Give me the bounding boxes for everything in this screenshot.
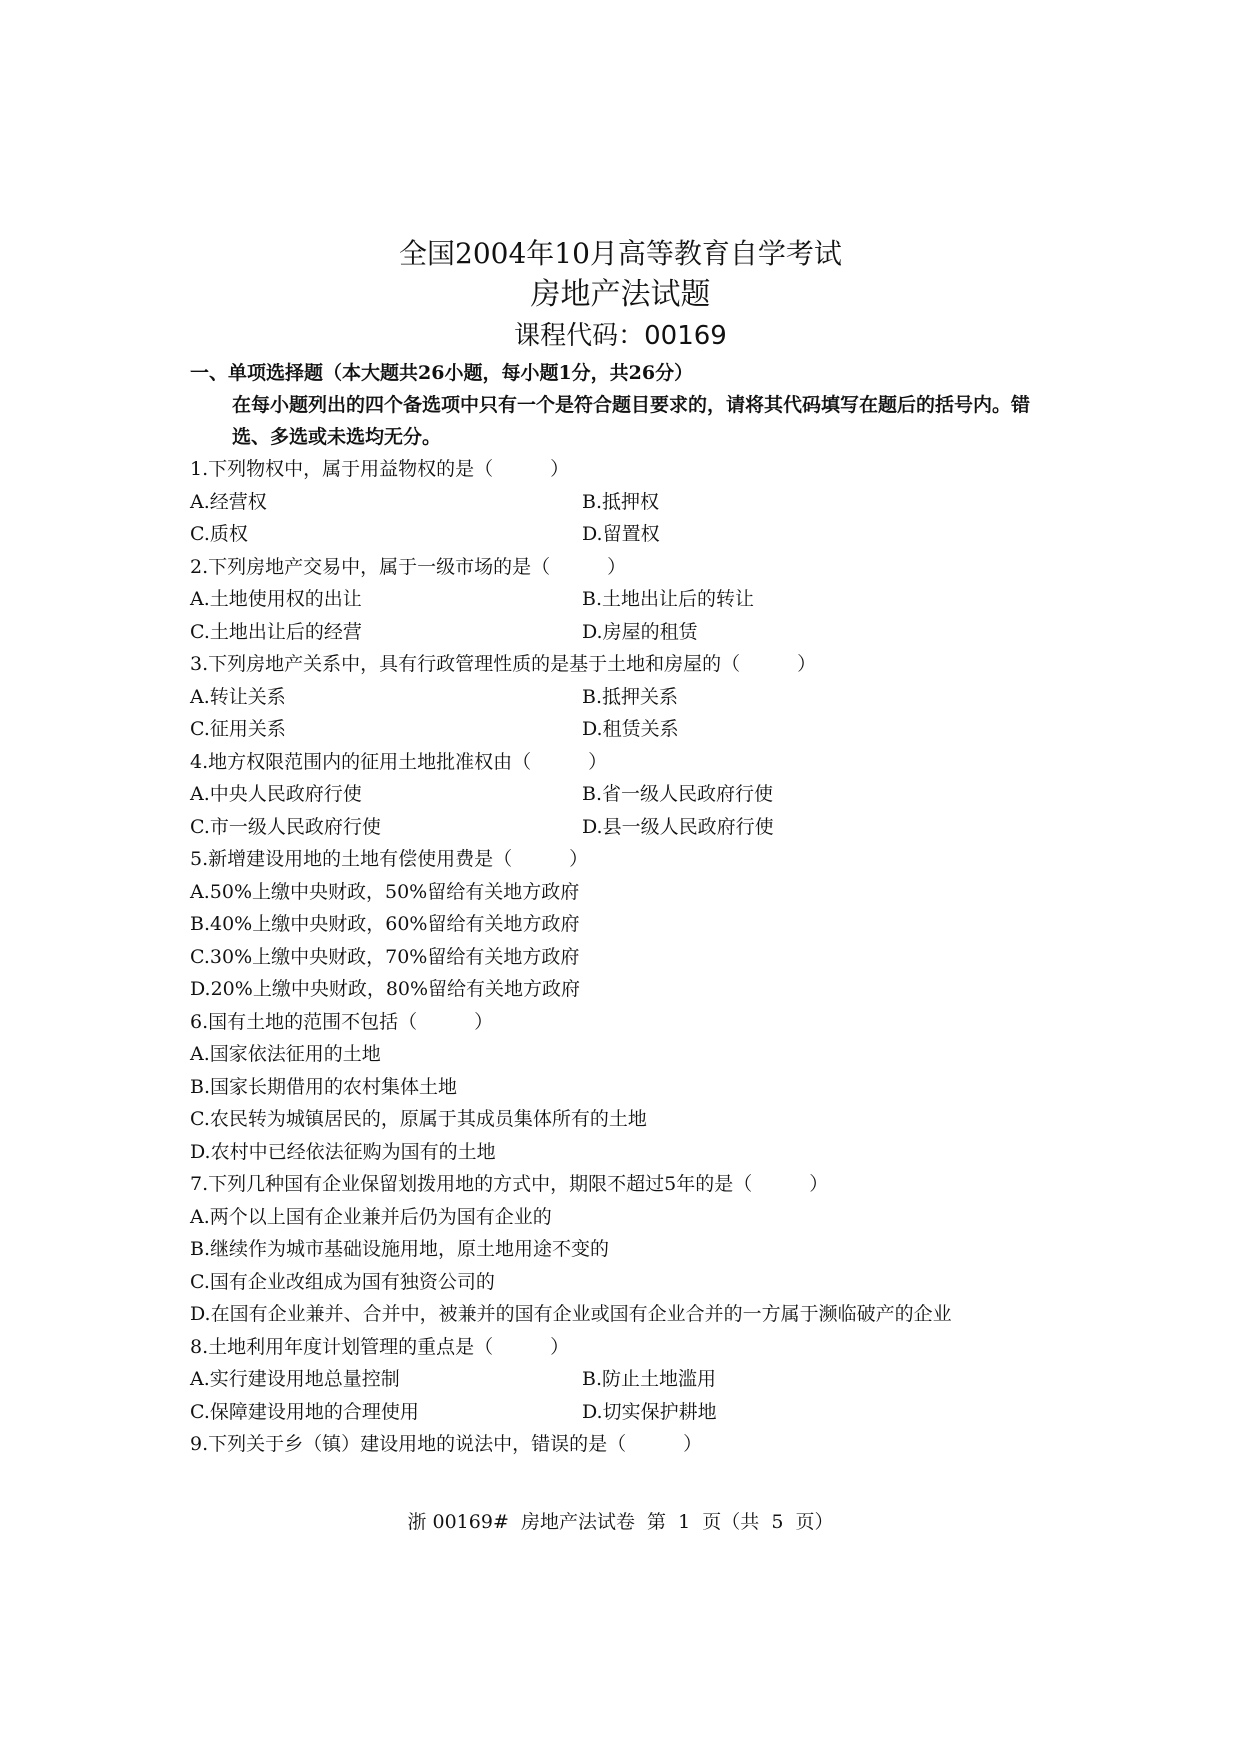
option-row <box>190 778 1060 811</box>
option-d: D.切实保护耕地 <box>582 1400 717 1423</box>
option-b: B.抵押关系 <box>582 685 679 708</box>
option-b: B.省一级人民政府行使 <box>582 783 774 805</box>
option-row <box>190 518 1060 551</box>
section-instructions: 在每小题列出的四个备选项中只有一个是符合题目要求的，请将其代码填写在题后的括号内。错选、多选或未选均无分。 <box>232 394 1031 448</box>
option-row <box>190 583 1060 616</box>
option-d: D.20%上缴中央财政，80%留给有关地方政府 <box>190 978 581 1000</box>
option-a: A.实行建设用地总量控制 <box>190 1368 400 1390</box>
question-stem: 2.下列房地产交易中，属于一级市场的是（ ） <box>190 555 627 578</box>
option-b: B.40%上缴中央财政，60%留给有关地方政府 <box>190 913 580 935</box>
option-a: A.两个以上国有企业兼并后仍为国有企业的 <box>190 1205 552 1228</box>
question-stem: 3.下列房地产关系中，具有行政管理性质的是基于土地和房屋的（ ） <box>190 653 817 675</box>
option-c: C.保障建设用地的合理使用 <box>190 1400 419 1423</box>
option-a: A.50%上缴中央财政，50%留给有关地方政府 <box>190 880 580 903</box>
option-c: C.30%上缴中央财政，70%留给有关地方政府 <box>190 945 580 968</box>
question-stem: 8.土地利用年度计划管理的重点是（ ） <box>190 1335 570 1358</box>
option-c: C.市一级人民政府行使 <box>190 815 381 838</box>
question-stem: 6.国有土地的范围不包括（ ） <box>190 1010 494 1033</box>
option-row <box>190 616 1060 649</box>
option-b: B.国家长期借用的农村集体土地 <box>190 1075 458 1098</box>
option-row <box>190 713 1060 746</box>
option-d: D.在国有企业兼并、合并中，被兼并的国有企业或国有企业合并的一方属于濒临破产的企业 <box>190 1303 952 1325</box>
option-b: B.继续作为城市基础设施用地，原土地用途不变的 <box>190 1238 610 1260</box>
option-row <box>190 1363 1060 1396</box>
exam-title: 全国2004年10月高等教育自学考试 <box>399 237 842 270</box>
option-b: B.抵押权 <box>582 490 660 513</box>
option-c: C.农民转为城镇居民的，原属于其成员集体所有的土地 <box>190 1108 647 1130</box>
question-list <box>190 453 1060 1461</box>
option-a: A.中央人民政府行使 <box>190 783 362 805</box>
option-a: A.国家依法征用的土地 <box>190 1043 381 1065</box>
option-d: D.农村中已经依法征购为国有的土地 <box>190 1140 496 1163</box>
page-footer: 浙 00169# 房地产法试卷 第 1 页（共 5 页） <box>407 1511 834 1533</box>
option-b: B.土地出让后的转让 <box>582 588 755 610</box>
option-d: D.县一级人民政府行使 <box>582 815 774 838</box>
option-row <box>190 1396 1060 1429</box>
question-stem: 1.下列物权中，属于用益物权的是（ ） <box>190 458 570 480</box>
option-a: A.土地使用权的出让 <box>190 588 362 610</box>
section-heading: 一、单项选择题（本大题共26小题，每小题1分，共26分） <box>190 362 694 384</box>
option-a: A.转让关系 <box>190 685 286 708</box>
option-c: C.国有企业改组成为国有独资公司的 <box>190 1270 495 1293</box>
option-row <box>190 811 1060 844</box>
option-d: D.房屋的租赁 <box>582 620 698 643</box>
question-stem: 7.下列几种国有企业保留划拨用地的方式中，期限不超过5年的是（ ） <box>190 1173 829 1195</box>
option-c: C.质权 <box>190 523 248 545</box>
option-d: D.留置权 <box>582 523 660 545</box>
option-a: A.经营权 <box>190 490 267 513</box>
option-b: B.防止土地滥用 <box>582 1368 717 1390</box>
option-row <box>190 681 1060 714</box>
option-row <box>190 486 1060 519</box>
subject-title: 房地产法试题 <box>530 277 711 312</box>
course-code: 课程代码：00169 <box>514 321 727 351</box>
question-stem: 4.地方权限范围内的征用土地批准权由（ ） <box>190 750 608 773</box>
question-stem: 5.新增建设用地的土地有偿使用费是（ ） <box>190 848 589 870</box>
option-c: C.征用关系 <box>190 718 286 740</box>
option-d: D.租赁关系 <box>582 718 679 740</box>
option-c: C.土地出让后的经营 <box>190 620 362 643</box>
question-stem: 9.下列关于乡（镇）建设用地的说法中，错误的是（ ） <box>190 1433 703 1455</box>
